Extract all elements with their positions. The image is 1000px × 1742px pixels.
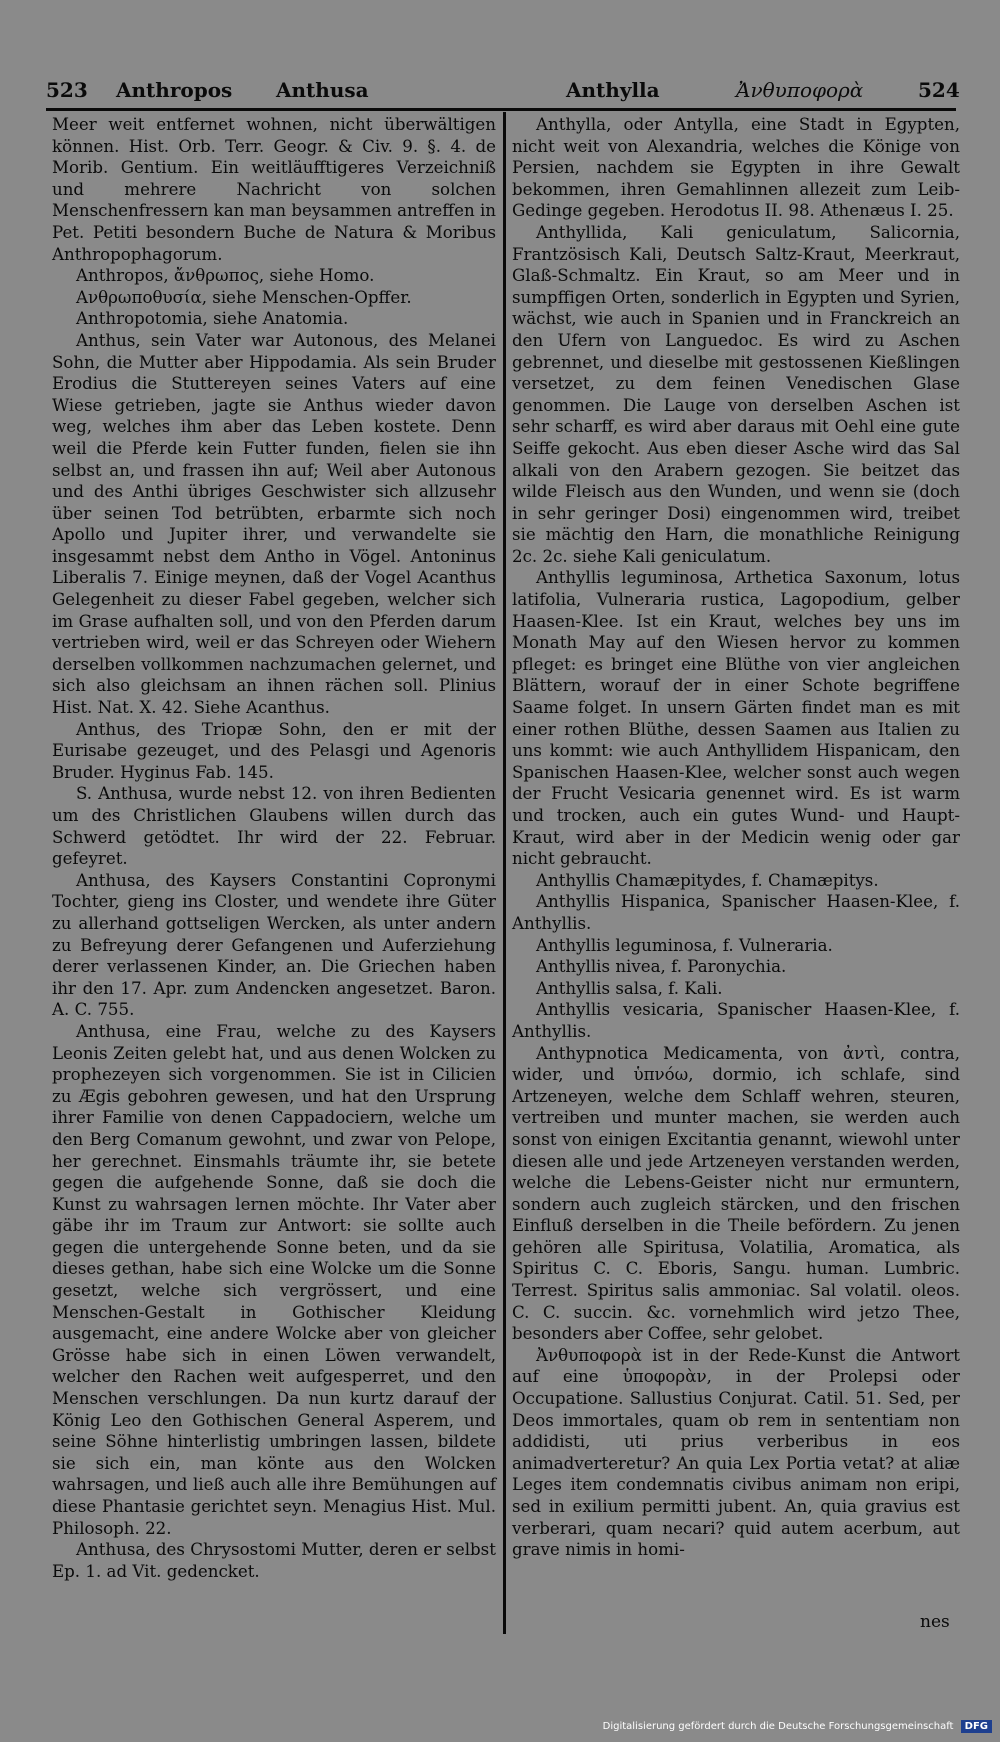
- entry-paragraph: S. Anthusa, wurde nebst 12. von ihren Bedienten um des Christlichen Glaubens willen durch das Schwerd getödtet. Ihr wird der 22. Februar. gefeyret.: [52, 784, 496, 869]
- entry-paragraph: Anthyllis leguminosa, Arthetica Saxonum, lotus latifolia, Vulneraria rustica, Lagopodium, gelber Haasen-Klee. Ist ein Kraut, welches bey uns im Monath May auf den Wiesen hervor zu kommen pfleget: es bringet eine Blüthe von vier angleichen Blättern, worauf der in einer Schote begriffene Saame folget. In unsern Gärten findet man es mit einer rothen Blüthe, dessen Saamen aus Italien zu uns kommt: wie auch Anthyllidem Hispanicam, den Spanischen Haasen-Klee, welcher sonst auch wegen der Frucht Vesicaria genennet wird. Es ist warm und trocken, auch ein gutes Wund- und Haupt-Kraut, wird aber in der Medicin wenig oder gar nicht gebraucht.: [512, 568, 960, 869]
- dfg-logo-icon: DFG: [961, 1720, 992, 1733]
- entry-paragraph: Anthyllida, Kali geniculatum, Salicornia, Frantzösisch Kali, Deutsch Saltz-Kraut, Meerkraut, Glaß-Schmaltz. Ein Kraut, so am Meer und in sumpffigen Orten, sonderlich in Egypten und Syrien, wächst, wie auch in Spanien und in Franckreich an den Ufern von Languedoc. Es wird zu Aschen gebrennet, und dieselbe mit gestossenen Kießlingen versetzet, zu dem feinen Venedischen Glase genommen. Die Lauge von derselben Aschen ist sehr scharff, es wird aber daraus mit Oehl eine gute Seiffe gekocht. Aus eben dieser Asche wird das Sal alkali von den Arabern gezogen. Sie beitzet das wilde Fleisch aus den Wunden, und wenn sie (doch in sehr geringer Dosi) eingenommen wird, treibet sie mächtig den Harn, die monathliche Reinigung 2c. 2c. siehe Kali geniculatum.: [512, 222, 960, 566]
- left-header-title-2: Anthusa: [276, 78, 369, 102]
- entry-paragraph: Anthyllis Hispanica, Spanischer Haasen-Klee, f. Anthyllis.: [512, 892, 960, 933]
- entry-paragraph: Anthropos, ἄνθρωπος, siehe Homo.: [76, 266, 375, 286]
- entry-paragraph: Ἀνθυποφορὰ ist in der Rede-Kunst die Antwort auf eine ὑποφορὰν, in der Prolepsi oder Occupatione. Sallustius Conjurat. Catil. 51. Sed, per Deos immortales, quam ob rem in sententiam non addidisti, uti prius verberibus in eos animadverteretur? An quia Lex Portia vetat? at aliæ Leges item condemnatis civibus animam non eripi, sed in exilium permitti jubent. An, quia gravius est verberari, quam necari? quid autem acerbum, aut grave nimis in homi-: [512, 1345, 960, 1560]
- entry-paragraph: Anthyllis salsa, f. Kali.: [536, 978, 723, 998]
- entry-paragraph: Anthyllis leguminosa, f. Vulneraria.: [536, 935, 833, 955]
- right-column: [512, 114, 960, 1561]
- entry-paragraph: Meer weit entfernet wohnen, nicht überwältigen können. Hist. Orb. Terr. Geogr. & Civ. 9. §. 4. de Morib. Gentium. Ein weitläufftigeres Verzeichniß und mehrere Nachricht von solchen Menschenfressern kan man beysammen antreffen in Pet. Petiti besondern Buche de Natura & Moribus Anthropophagorum.: [52, 115, 496, 264]
- digitization-footer: [540, 1720, 992, 1738]
- footer-text: Digitalisierung gefördert durch die Deutsche Forschungsgemeinschaft: [602, 1721, 954, 1732]
- header-rule: [46, 108, 956, 111]
- entry-paragraph: Anthypnotica Medicamenta, von ἀντὶ, contra, wider, und ὑπνόω, dormio, ich schlafe, sind Artzeneyen, welche dem Schlaff wehren, steuren, vertreiben und munter machen, sie werden auch sonst von einigen Excitantia genannt, wiewohl unter diesen alle und jede Artzeneyen verstanden werden, welche die Lebens-Geister nicht nur ermuntern, sondern auch zugleich stärcken, und den frischen Einfluß derselben in die Theile befördern. Zu jenen gehören alle Spiritusa, Volatilia, Aromatica, als Spiritus C. C. Eboris, Sangu. human. Lumbric. Terrest. Spiritus salis ammoniac. Sal volatil. oleos. C. C. succin. &c. vornehmlich wird jetzo Thee, besonders aber Coffee, sehr gelobet.: [512, 1043, 960, 1344]
- catchword: nes: [920, 1612, 950, 1632]
- column-divider: [503, 112, 506, 1634]
- entry-paragraph: Anthyllis vesicaria, Spanischer Haasen-Klee, f. Anthyllis.: [512, 1000, 960, 1041]
- entry-paragraph: Anthropotomia, siehe Anatomia.: [76, 309, 349, 329]
- entry-paragraph: Ανθρωποθυσία, siehe Menschen-Opffer.: [76, 287, 412, 307]
- entry-paragraph: Anthylla, oder Antylla, eine Stadt in Egypten, nicht weit von Alexandria, welches die Könige von Persien, nachdem sie Egypten in ihre Gewalt bekommen, ihren Gemahlinnen allezeit zum Leib-Gedinge gegeben. Herodotus II. 98. Athenæus I. 25.: [512, 115, 960, 221]
- right-header-title-1: Anthylla: [566, 78, 660, 102]
- right-page-number: 524: [918, 78, 960, 102]
- entry-paragraph: Anthyllis Chamæpitydes, f. Chamæpitys.: [536, 870, 879, 890]
- entry-paragraph: Anthusa, des Kaysers Constantini Copronymi Tochter, gieng ins Closter, und wendete ihre Güter zu allerhand gottseligen Wercken, als unter andern zu Befreyung derer Gefangenen und Auferziehung derer verlassenen Kinder, an. Die Griechen haben ihr den 17. Apr. zum Andencken angesetzet. Baron. A. C. 755.: [52, 870, 496, 1020]
- left-column: [52, 114, 496, 1582]
- entry-paragraph: Anthyllis nivea, f. Paronychia.: [536, 957, 787, 977]
- page-header: [46, 78, 960, 108]
- entry-paragraph: Anthusa, eine Frau, welche zu des Kaysers Leonis Zeiten gelebt hat, und aus denen Wolcken zu prophezeyen sich vorgenommen. Sie ist in Cilicien zu Ægis gebohren gewesen, und hat den Ursprung ihrer Familie von denen Cappadociern, welche um den Berg Comanum gewohnt, und zwar von Pelope, her gerechnet. Einsmahls träumte ihr, sie betete gegen die aufgehende Sonne, daß sie doch die Kunst zu wahrsagen lernen möchte. Ihr Vater aber gäbe ihr im Traum zur Antwort: sie sollte auch gegen die untergehende Sonne beten, und da sie dieses gethan, habe sich eine Wolcke um die Sonne gesetzt, welche sich vergrössert, und eine Menschen-Gestalt in Gothischer Kleidung ausgemacht, eine andere Wolcke aber von gleicher Grösse habe sich in einen Löwen verwandelt, welcher den Rachen weit aufgesperret, und den Menschen verschlungen. Da nun kurtz darauf der König Leo den Gothischen General Asperem, und seine Söhne hinterlistig umbringen lassen, bildete sie sich ein, man könte aus den Wolcken wahrsagen, und ließ auch alle ihre Bemühungen auf diese Phantasie gerichtet seyn. Menagius Hist. Mul. Philosoph. 22.: [52, 1021, 496, 1538]
- right-header-title-2: Ἀνθυποφορὰ: [736, 78, 864, 102]
- entry-paragraph: Anthusa, des Chrysostomi Mutter, deren er selbst Ep. 1. ad Vit. gedencket.: [52, 1540, 496, 1581]
- entry-paragraph: Anthus, des Triopæ Sohn, den er mit der Eurisabe gezeuget, und des Pelasgi und Agenoris Bruder. Hyginus Fab. 145.: [52, 719, 496, 782]
- entry-paragraph: Anthus, sein Vater war Autonous, des Melanei Sohn, die Mutter aber Hippodamia. Als sein Bruder Erodius die Stuttereyen seines Vaters auf eine Wiese getrieben, jagte sie Anthus wieder davon weg, welches ihm aber das Leben kostete. Denn weil die Pferde kein Futter funden, fielen sie ihn selbst an, und frassen ihn auf; Weil aber Autonous und des Anthi übriges Geschwister sich allzusehr über seinen Tod betrübten, erbarmte sich noch Apollo und Jupiter ihrer, und verwandelte sie insgesammt nebst dem Antho in Vögel. Antoninus Liberalis 7. Einige meynen, daß der Vogel Acanthus Gelegenheit zu dieser Fabel gegeben, welcher sich im Grase aufhalten soll, und von den Pferden darum vertrieben wird, weil er das Schreyen oder Wiehern derselben vollkommen nachzumachen gelernet, und sich also gleichsam an ihnen rächen soll. Plinius Hist. Nat. X. 42. Siehe Acanthus.: [52, 330, 496, 718]
- left-header-title-1: Anthropos: [116, 78, 233, 102]
- left-page-number: 523: [46, 78, 88, 102]
